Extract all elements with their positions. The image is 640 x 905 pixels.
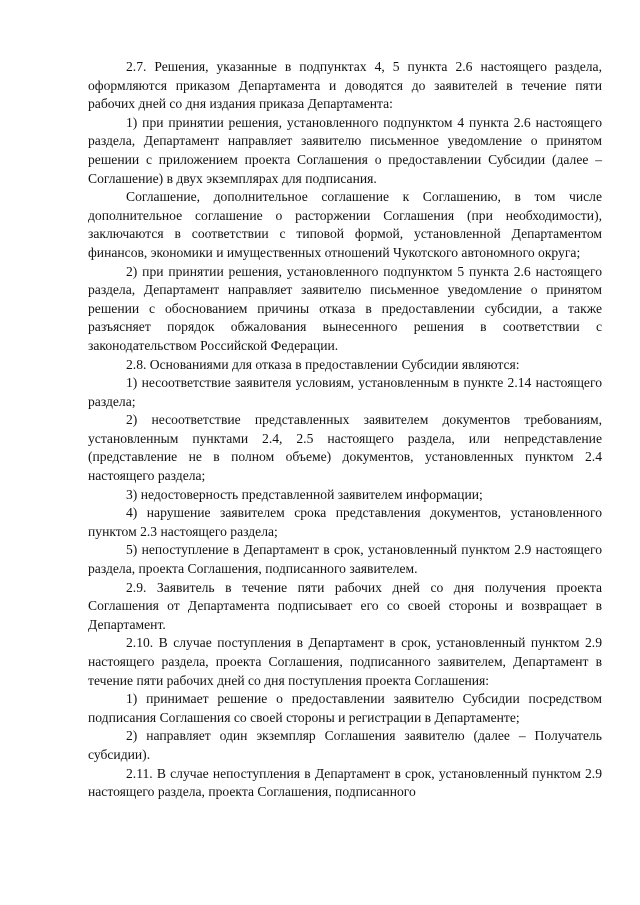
paragraph-2-7-item-2: 2) при принятии решения, установленного подпунктом 5 пункта 2.6 настоящего раздела, Департамент направляет заявителю письменное уведомление о принятом решении с обоснованием причины отказа в предоставлении субсидии, а также разъясняет порядок обжалования вынесенного решения в соответствии с законодательством Российской Федерации.: [88, 263, 602, 353]
document-page: [88, 58, 602, 802]
paragraph-2-10: 2.10. В случае поступления в Департамент в срок, установленный пунктом 2.9 настоящего раздела, проекта Соглашения, подписанного заявителем, Департамент в течение пяти рабочих дней со дня поступления проекта Соглашения:: [88, 635, 602, 688]
paragraph-2-11: 2.11. В случае непоступления в Департамент в срок, установленный пунктом 2.9 настоящего раздела, проекта Соглашения, подписанного: [88, 765, 602, 800]
paragraph-2-9: 2.9. Заявитель в течение пяти рабочих дней со дня получения проекта Соглашения от Департамента подписывает его со своей стороны и возвращает в Департамент.: [88, 579, 602, 632]
paragraph-2-8-item-4: 4) нарушение заявителем срока представления документов, установленного пунктом 2.3 настоящего раздела;: [88, 505, 602, 539]
paragraph-2-8-item-2: 2) несоответствие представленных заявителем документов требованиям, установленным пунктами 2.4, 2.5 настоящего раздела, или непредставление (представление не в полном объеме) документов, установленных пунктом 2.4 настоящего раздела;: [88, 412, 602, 484]
paragraph-2-8-item-5: 5) непоступление в Департамент в срок, установленный пунктом 2.9 настоящего раздела, проекта Соглашения, подписанного заявителем.: [88, 542, 602, 577]
paragraph-agreement-forms: Соглашение, дополнительное соглашение к Соглашению, в том числе дополнительное соглашение о расторжении Соглашения (при необходимости), заключаются в соответствии с типовой формой, установленной Департаментом финансов, экономики и имущественных отношений Чукотского автономного округа;: [88, 189, 602, 260]
paragraph-2-8-item-1: 1) несоответствие заявителя условиям, установленным в пункте 2.14 настоящего раздела;: [88, 375, 602, 409]
paragraph-2-7: 2.7. Решения, указанные в подпунктах 4, 5 пункта 2.6 настоящего раздела, оформляются приказом Департамента и доводятся до заявителей в течение пяти рабочих дней со дня издания приказа Департамента:: [88, 59, 602, 112]
paragraph-2-10-item-1: 1) принимает решение о предоставлении заявителю Субсидии посредством подписания Соглашения со своей стороны и регистрации в Департаменте;: [88, 691, 602, 725]
paragraph-2-7-item-1: 1) при принятии решения, установленного подпунктом 4 пункта 2.6 настоящего раздела, Департамент направляет заявителю письменное уведомление о принятом решении с приложением проекта Соглашения о предоставлении Субсидии (далее – Соглашение) в двух экземплярах для подписания.: [88, 114, 602, 186]
paragraph-2-8: 2.8. Основаниями для отказа в предоставлении Субсидии являются:: [126, 356, 520, 372]
paragraph-2-8-item-3: 3) недостоверность представленной заявителем информации;: [126, 486, 483, 502]
paragraph-2-10-item-2: 2) направляет один экземпляр Соглашения заявителю (далее – Получатель субсидии).: [88, 728, 602, 762]
